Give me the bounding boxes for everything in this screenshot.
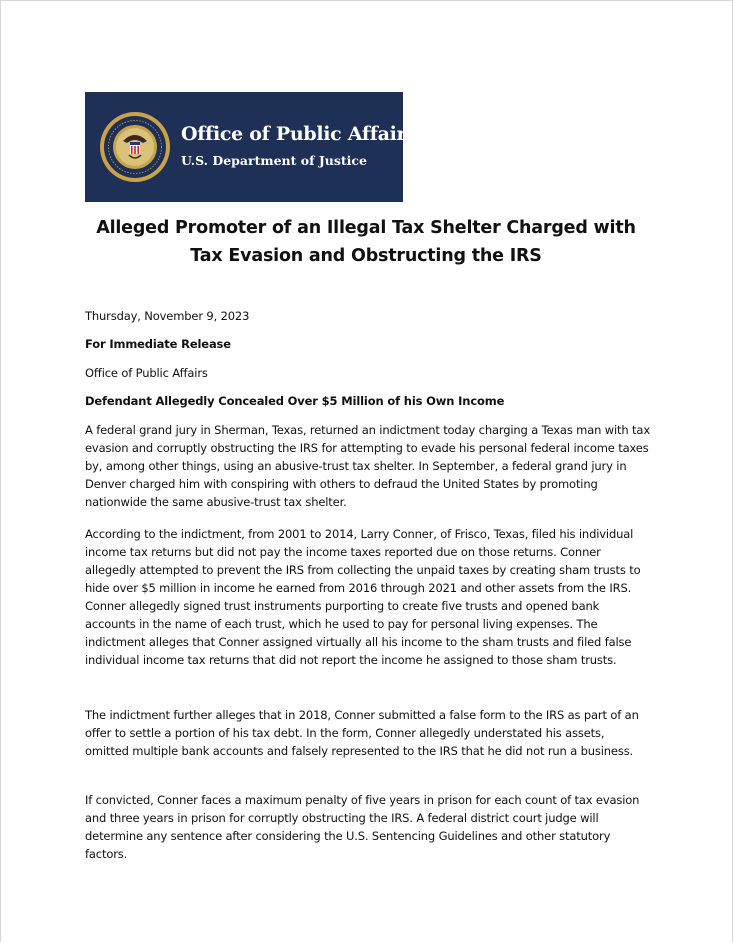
body-paragraph: If convicted, Conner faces a maximum penalty of five years in prison for each count of tax evasion and three years in prison for corruptly obstructing the IRS. A federal district court judge will determine any sentence after considering the U.S. Sentencing Guidelines and other statutory factors. — [85, 793, 640, 861]
office-name: Office of Public Affairs — [85, 366, 208, 380]
release-date: Thursday, November 9, 2023 — [85, 309, 250, 323]
subheadline: Defendant Allegedly Concealed Over $5 Million of his Own Income — [85, 394, 505, 408]
body-paragraph: The indictment further alleges that in 2018, Conner submitted a false form to the IRS as part of an offer to settle a portion of his tax debt. In the form, Conner allegedly understated his assets, omitted multiple bank accounts and falsely represented to the IRS that he did not run a business. — [85, 708, 639, 758]
banner-title: Office of Public Affairs — [181, 123, 417, 145]
body-paragraph: According to the indictment, from 2001 to 2014, Larry Conner, of Frisco, Texas, filed his individual income tax returns but did not pay the income taxes reported due on those returns. Conner allegedly attempted to prevent the IRS from collecting the unpaid taxes by creating sham trusts to hide over $5 million in income he earned from 2016 through 2021 and other assets from the IRS. Conner allegedly signed trust instruments purporting to create five trusts and opened bank accounts in the name of each trust, which he used to pay for personal living expenses. The indictment alleges that Conner assigned virtually all his income to the sham trusts and filed false individual income tax returns that did not report the income he assigned to those sham trusts. — [85, 527, 641, 667]
banner-subtitle: U.S. Department of Justice — [181, 153, 367, 168]
body-paragraph: A federal grand jury in Sherman, Texas, returned an indictment today charging a Texas man with tax evasion and corruptly obstructing the IRS for attempting to evade his personal federal income taxes by, among other things, using an abusive-trust tax shelter. In September, a federal grand jury in Denver charged him with conspiring with others to defraud the United States by promoting nationwide the same abusive-trust tax shelter. — [85, 423, 650, 509]
doj-seal-icon — [99, 111, 171, 183]
page-title: Alleged Promoter of an Illegal Tax Shelter Charged with Tax Evasion and Obstructing the IRS — [96, 218, 636, 266]
release-label: For Immediate Release — [85, 337, 231, 351]
office-banner — [85, 92, 417, 202]
